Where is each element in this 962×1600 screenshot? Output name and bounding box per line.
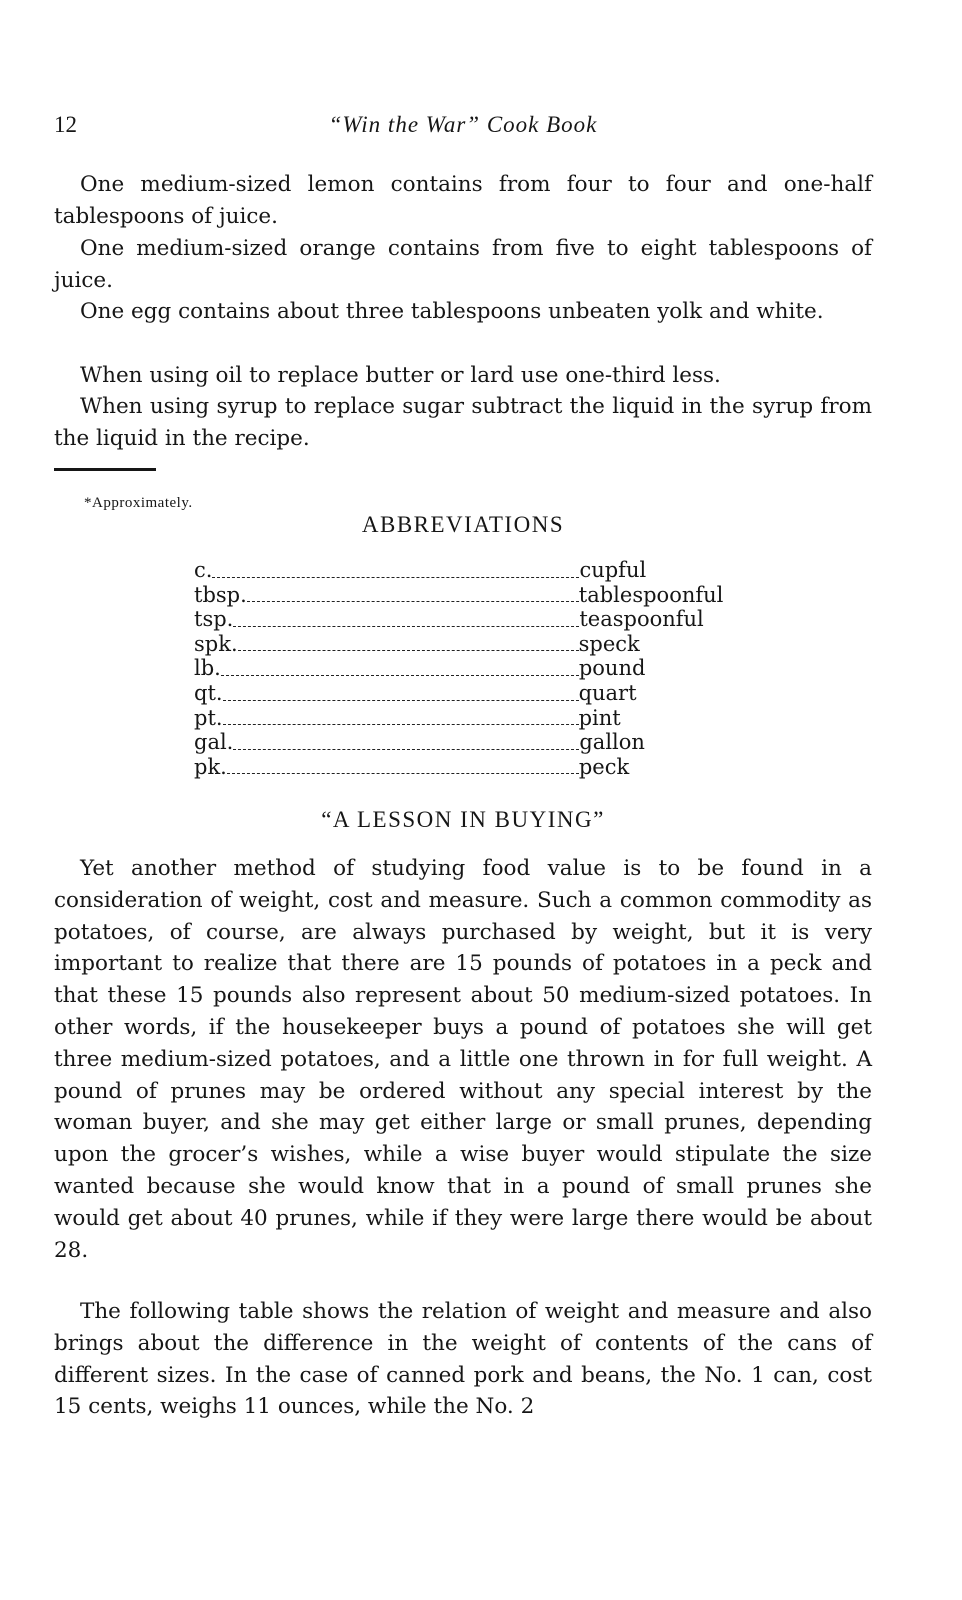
paragraph-egg: One egg contains about three tablespoons unbeaten yolk and white. bbox=[80, 299, 824, 324]
abbreviation-row bbox=[194, 706, 754, 731]
paragraph-lemon: One medium-sized lemon contains from four to four and one-half tablespoons of juice. bbox=[54, 172, 872, 229]
dotted-leader bbox=[221, 675, 579, 676]
abbreviation-row bbox=[194, 583, 754, 608]
abbreviations-heading: ABBREVIATIONS bbox=[361, 512, 565, 537]
abbreviation-long: cupful bbox=[579, 558, 647, 582]
abbreviation-short: pt. bbox=[194, 705, 223, 730]
lesson-heading: “A LESSON IN BUYING” bbox=[321, 807, 605, 832]
running-title: “Win the War” Cook Book bbox=[328, 112, 598, 137]
abbreviation-short: lb. bbox=[194, 656, 221, 681]
abbreviation-row bbox=[194, 632, 754, 657]
footnote-rule bbox=[54, 468, 156, 471]
dotted-leader bbox=[233, 749, 579, 750]
abbreviation-long: quart bbox=[578, 680, 637, 705]
abbreviation-short: qt. bbox=[194, 680, 223, 705]
paragraph-syrup: When using syrup to replace sugar subtract the liquid in the syrup from the liquid in the recipe. bbox=[54, 394, 872, 451]
dotted-leader bbox=[223, 724, 579, 725]
dotted-leader bbox=[227, 773, 579, 774]
abbreviation-row bbox=[194, 656, 754, 681]
abbreviation-short: tbsp. bbox=[194, 582, 247, 607]
abbreviation-long: pint bbox=[578, 705, 621, 730]
abbreviation-row bbox=[194, 558, 754, 583]
dotted-leader bbox=[212, 577, 579, 578]
abbreviation-row bbox=[194, 607, 754, 632]
abbreviation-short: pk. bbox=[194, 754, 227, 779]
dotted-leader bbox=[238, 650, 579, 651]
dotted-leader bbox=[233, 626, 579, 627]
abbreviation-long: teaspoonful bbox=[579, 607, 704, 632]
page-header bbox=[54, 112, 872, 146]
abbreviation-long: pound bbox=[578, 656, 646, 681]
footnote: *Approximately. bbox=[84, 495, 193, 511]
lesson-paragraph-2: The following table shows the relation of weight and measure and also brings about the difference in the weight of contents of the cans of different sizes. In the case of canned pork and beans, the No. 1 can, cost 15 cents, weighs 11 ounces, while the No. 2 bbox=[54, 1299, 872, 1420]
abbreviation-row bbox=[194, 755, 754, 780]
abbreviation-short: c. bbox=[194, 558, 213, 582]
abbreviation-long: tablespoonful bbox=[578, 582, 724, 607]
abbreviation-row bbox=[194, 730, 754, 755]
paragraph-orange: One medium-sized orange contains from five to eight tablespoons of juice. bbox=[54, 236, 872, 293]
dotted-leader bbox=[247, 601, 579, 602]
lesson-paragraph-1: Yet another method of studying food value is to be found in a consideration of weight, cost and measure. Such a common commodity as potatoes, of course, are always purchased by weight, but it is very important to realize that there are 15 pounds of potatoes in a peck and that these 15 pounds also represent about 50 medium-sized potatoes. In other words, if the housekeeper buys a pound of potatoes she will get three medium-sized potatoes, and a little one thrown in for full weight. A pound of prunes may be ordered without any special interest by the woman buyer, and she may get either large or small prunes, depending upon the grocer’s wishes, while a wise buyer would stipulate the size wanted because she would know that in a pound of small prunes she would get about 40 prunes, while if they were large there would be about 28. bbox=[54, 856, 872, 1263]
abbreviation-long: speck bbox=[578, 631, 640, 656]
dotted-leader bbox=[223, 700, 579, 701]
abbreviation-short: spk. bbox=[194, 631, 238, 656]
abbreviations-list bbox=[194, 558, 754, 779]
paragraph-oil: When using oil to replace butter or lard use one-third less. bbox=[80, 363, 721, 388]
abbreviation-long: gallon bbox=[579, 730, 645, 755]
abbreviation-short: tsp. bbox=[194, 607, 234, 632]
abbreviation-long: peck bbox=[578, 754, 630, 779]
page-number: 12 bbox=[54, 112, 77, 137]
abbreviation-short: gal. bbox=[194, 730, 234, 755]
abbreviation-row bbox=[194, 681, 754, 706]
